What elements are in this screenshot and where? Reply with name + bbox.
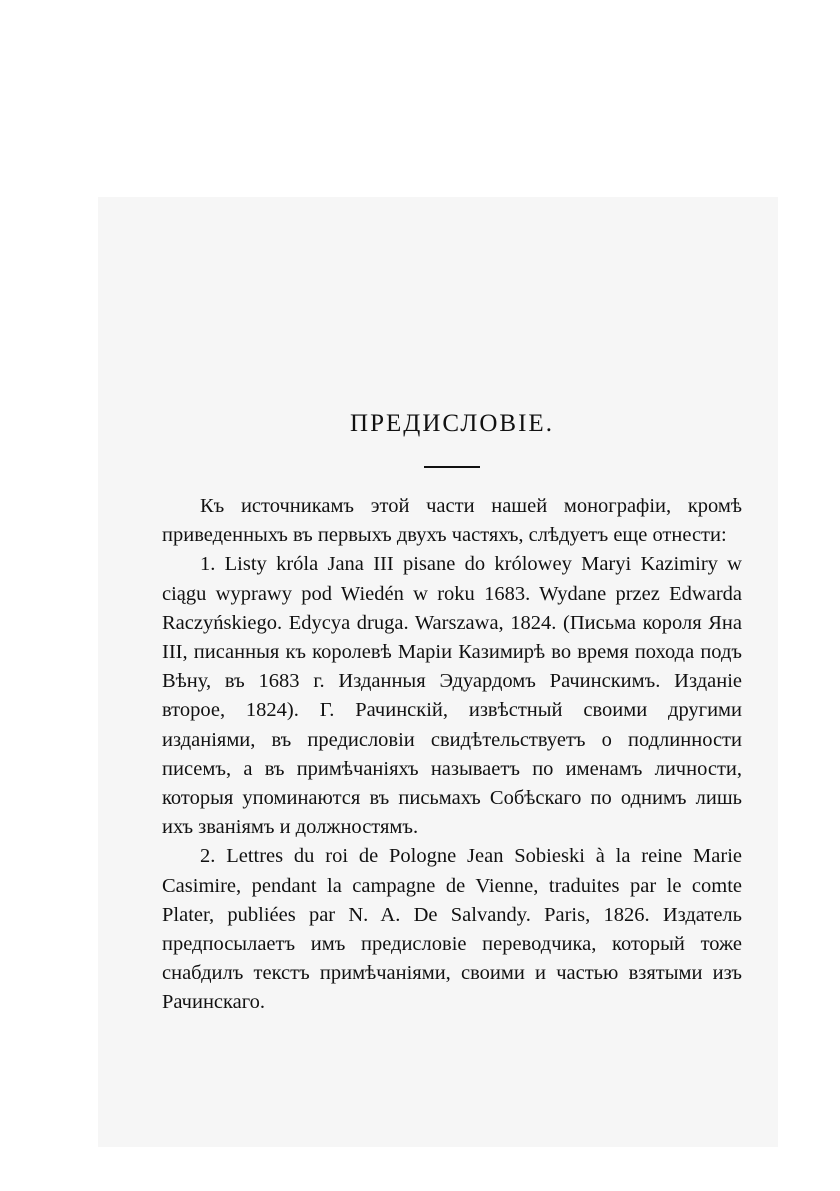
title-divider xyxy=(424,466,480,468)
page-title: ПРЕДИСЛОВІЕ. xyxy=(350,410,554,437)
source-item-1: 1. Listy króla Jana III pisane do królowey Maryi Kazimiry w ciągu wyprawy pod Wiedén w roku 1683. Wydane przez Edwarda Raczyńskiego. Edycya druga. Warszawa, 1824. (Письма короля Яна III, писанныя къ королевѣ Маріи Казимирѣ во время похода подъ Вѣну, въ 1683 г. Изданныя Эдуардомъ Рачинскимъ. Изданіе второе, 1824). Г. Рачинскій, извѣстный своими другими изданіями, въ предисловіи свидѣтельствуетъ о подлинности писемъ, а въ примѣчаніяхъ называетъ по именамъ личности, которыя упоминаются въ письмахъ Собѣскаго по однимъ лишь ихъ званіямъ и должностямъ. xyxy=(162,553,742,839)
page-content xyxy=(162,410,742,1018)
intro-paragraph: Къ источникамъ этой части нашей монографіи, кромѣ приведенныхъ въ первыхъ двухъ частяхъ, слѣдуетъ еще отнести: xyxy=(162,495,742,547)
source-item-2: 2. Lettres du roi de Pologne Jean Sobieski à la reine Marie Casimire, pendant la campagne de Vienne, traduites par le comte Plater, publiées par N. A. De Salvandy. Paris, 1826. Издатель предпосылаетъ имъ предисловіе переводчика, который тоже снабдилъ текстъ примѣчаніями, своими и частью взятыми изъ Рачинскаго. xyxy=(162,845,742,1014)
